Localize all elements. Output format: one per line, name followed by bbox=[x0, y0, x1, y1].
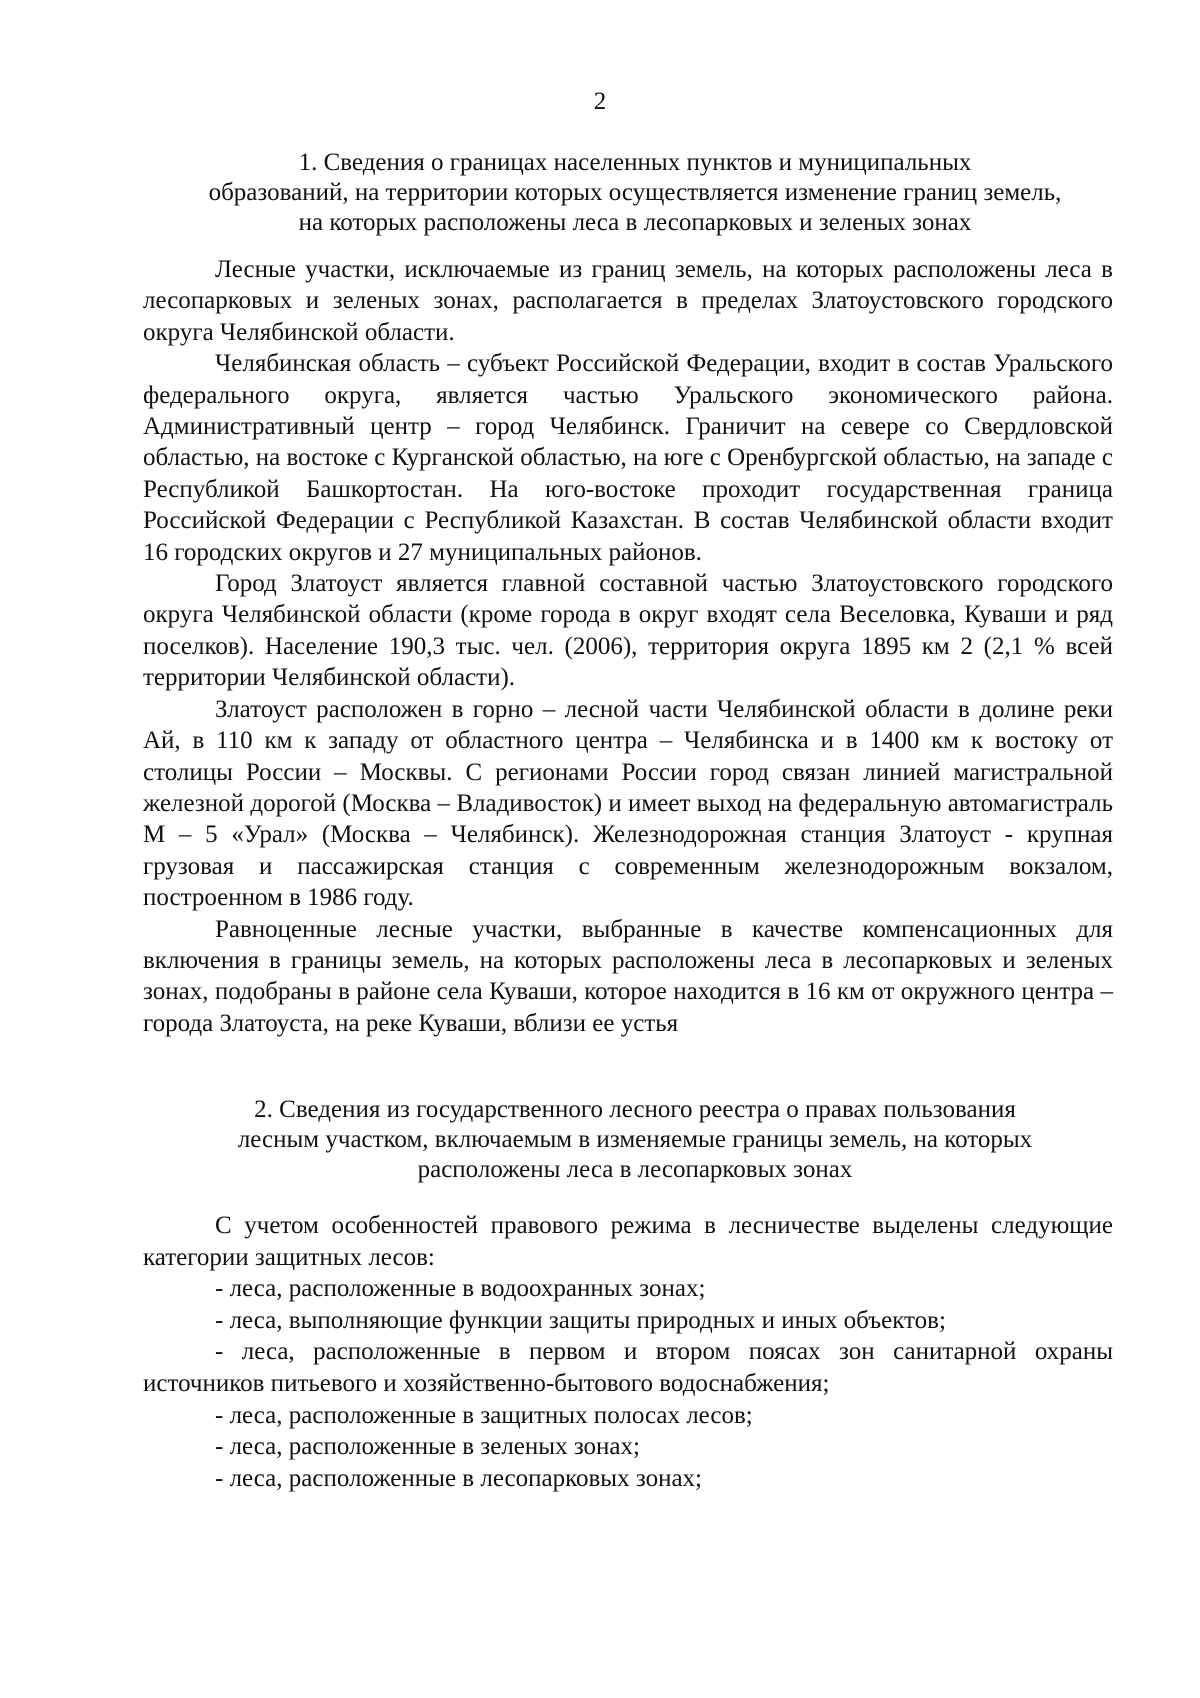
heading-line: 2. Сведения из государственного лесного реестра о правах пользования bbox=[254, 1096, 1016, 1123]
paragraph: Лесные участки, исключаемые из границ земель, на которых расположены леса в лесопарковых и зеленых зонах, располагается в пределах Златоустовского городского округа Челябинской области. bbox=[143, 256, 1113, 346]
list-item: - леса, расположенные в первом и втором поясах зон санитарной охраны источников питьевого и хозяйственно-бытового водоснабжения; bbox=[143, 1338, 1113, 1397]
heading-line: расположены леса в лесопарковых зонах bbox=[417, 1156, 853, 1183]
list-item: - леса, выполняющие функции защиты природных и иных объектов; bbox=[215, 1306, 946, 1334]
paragraph: С учетом особенностей правового режима в лесничестве выделены следующие категории защитных лесов: bbox=[143, 1212, 1113, 1271]
heading-line: 1. Сведения о границах населенных пунктов и муниципальных bbox=[298, 149, 972, 176]
list-item: - леса, расположенные в зеленых зонах; bbox=[215, 1433, 640, 1461]
heading-line: лесным участком, включаемым в изменяемые границы земель, на которых bbox=[237, 1126, 1033, 1153]
section-2-heading bbox=[140, 1095, 1130, 1185]
heading-line: образований, на территории которых осуществляется изменение границ земель, bbox=[208, 179, 1062, 206]
list-item: - леса, расположенные в лесопарковых зонах; bbox=[215, 1464, 702, 1492]
heading-line: на которых расположены леса в лесопарковых и зеленых зонах bbox=[298, 209, 972, 236]
list-item: - леса, расположенные в водоохранных зонах; bbox=[215, 1275, 706, 1303]
list-item: - леса, расположенные в защитных полосах лесов; bbox=[215, 1401, 753, 1429]
section-1-body bbox=[143, 254, 1113, 1039]
paragraph: Город Златоуст является главной составной частью Златоустовского городского округа Челябинской области (кроме города в округ входят села Веселовка, Куваши и ряд поселков). Население 190,3 тыс. чел. (2006), территория округа 1895 км 2 (2,1 % всей территории Челябинской области). bbox=[143, 570, 1113, 692]
paragraph: Златоуст расположен в горно – лесной части Челябинской области в долине реки Ай, в 110 км к западу от областного центра – Челябинска и в 1400 км к востоку от столицы России – Москвы. С регионами России город связан линией магистральной железной дорогой (Москва – Владивосток) и имеет выход на федеральную автомагистраль М – 5 «Урал» (Москва – Челябинск). Железнодорожная станция Златоуст - крупная грузовая и пассажирская станция с современным железнодорожным вокзалом, построенном в 1986 году. bbox=[143, 695, 1113, 912]
section-2-body bbox=[143, 1210, 1113, 1494]
paragraph: Равноценные лесные участки, выбранные в качестве компенсационных для включения в границы земель, на которых расположены леса в лесопарковых и зеленых зонах, подобраны в районе села Куваши, которое находится в 16 км от окружного центра – города Златоуста, на реке Куваши, вблизи ее устья bbox=[143, 915, 1113, 1037]
page-number: 2 bbox=[593, 88, 607, 115]
section-1-heading bbox=[140, 148, 1130, 238]
paragraph: Челябинская область – субъект Российской Федерации, входит в состав Уральского федерального округа, является частью Уральского экономического района. Административный центр – город Челябинск. Граничит на севере со Свердловской областью, на востоке с Курганской областью, на юге с Оренбургской областью, на западе с Республикой Башкортостан. На юго-востоке проходит государственная граница Российской Федерации с Республикой Казахстан. В состав Челябинской области входит 16 городских округов и 27 муниципальных районов. bbox=[143, 350, 1113, 566]
